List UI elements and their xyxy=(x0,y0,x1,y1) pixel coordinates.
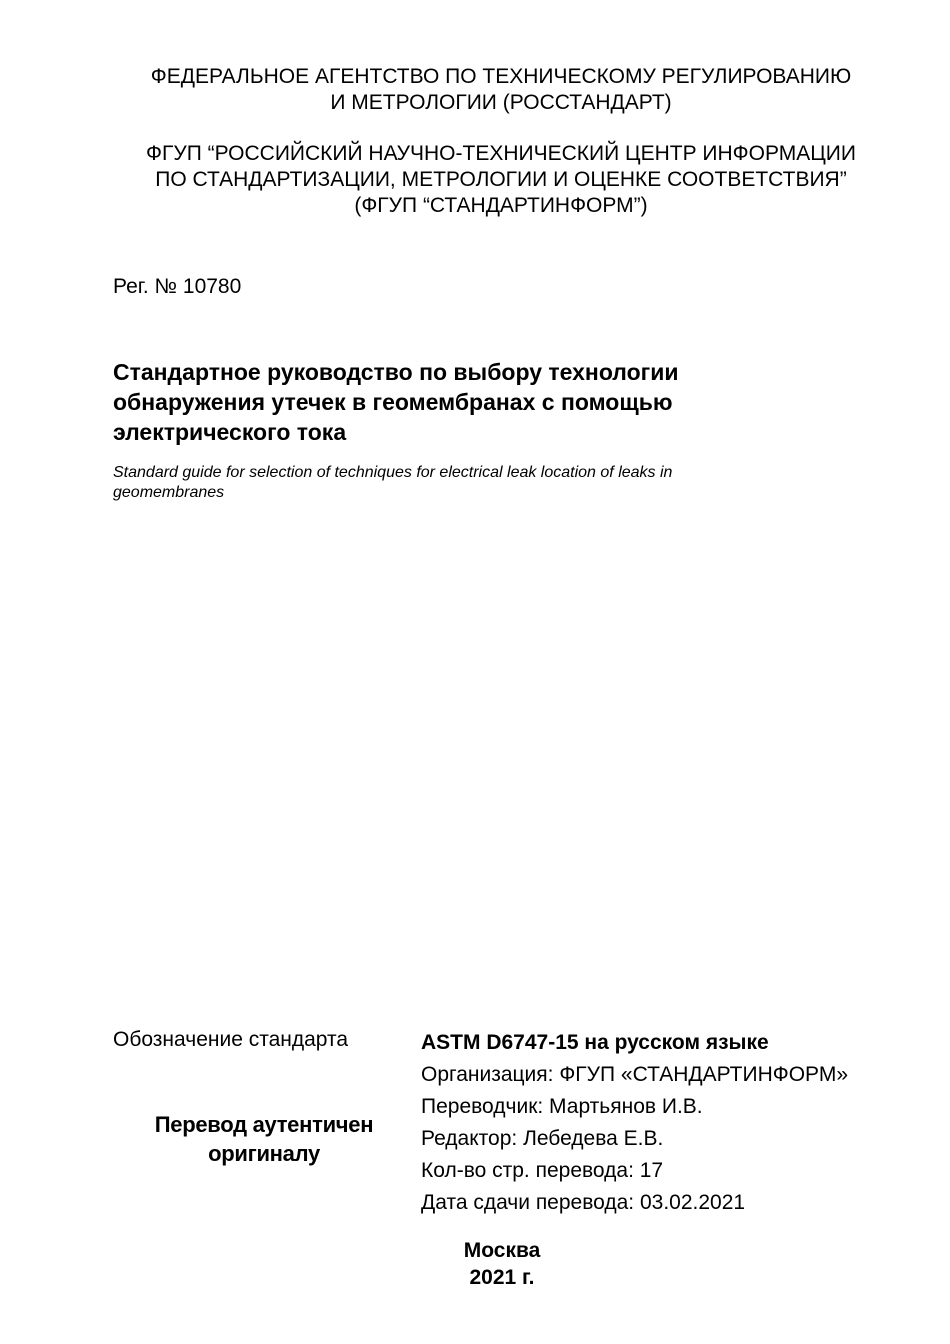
organization-line-2: ПО СТАНДАРТИЗАЦИИ, МЕТРОЛОГИИ И ОЦЕНКЕ СООТВЕТСТВИЯ” xyxy=(155,168,847,191)
english-title-line-1: Standard guide for selection of techniques for electrical leak location of leaks in xyxy=(113,464,673,481)
authenticity-note xyxy=(124,1110,404,1168)
standard-designation: ASTM D6747-15 на русском языке xyxy=(421,1031,769,1054)
title-line-1: Стандартное руководство по выбору технологии xyxy=(113,359,679,385)
organization-line-1: ФГУП “РОССИЙСКИЙ НАУЧНО-ТЕХНИЧЕСКИЙ ЦЕНТР ИНФОРМАЦИИ xyxy=(146,142,856,165)
organization-name xyxy=(0,141,950,219)
authenticity-line-2: оригиналу xyxy=(208,1141,320,1166)
info-page-count: Кол-во стр. перевода: 17 xyxy=(421,1159,664,1182)
english-title xyxy=(113,463,833,503)
title-line-2: обнаружения утечек в геомембранах с помощью xyxy=(113,389,673,415)
agency-name xyxy=(0,64,950,116)
year: 2021 г. xyxy=(469,1266,535,1289)
english-title-line-2: geomembranes xyxy=(113,484,225,501)
designation-label: Обозначение стандарта xyxy=(113,1028,349,1051)
registration-number: Рег. № 10780 xyxy=(113,275,242,298)
info-translator: Переводчик: Мартьянов И.В. xyxy=(421,1095,703,1118)
translation-info xyxy=(421,1027,848,1219)
agency-line-2: И МЕТРОЛОГИИ (РОССТАНДАРТ) xyxy=(330,91,672,114)
agency-line-1: ФЕДЕРАЛЬНОЕ АГЕНТСТВО ПО ТЕХНИЧЕСКОМУ РЕГУЛИРОВАНИЮ xyxy=(150,65,852,88)
info-editor: Редактор: Лебедева Е.В. xyxy=(421,1127,664,1150)
city: Москва xyxy=(463,1239,541,1262)
place-and-year xyxy=(402,1237,602,1291)
organization-line-3: (ФГУП “СТАНДАРТИНФОРМ”) xyxy=(354,194,648,217)
document-title xyxy=(113,357,893,447)
info-organization: Организация: ФГУП «СТАНДАРТИНФОРМ» xyxy=(421,1063,849,1086)
authenticity-line-1: Перевод аутентичен xyxy=(154,1112,374,1137)
title-line-3: электрического тока xyxy=(113,419,347,445)
info-submission-date: Дата сдачи перевода: 03.02.2021 xyxy=(421,1191,746,1214)
